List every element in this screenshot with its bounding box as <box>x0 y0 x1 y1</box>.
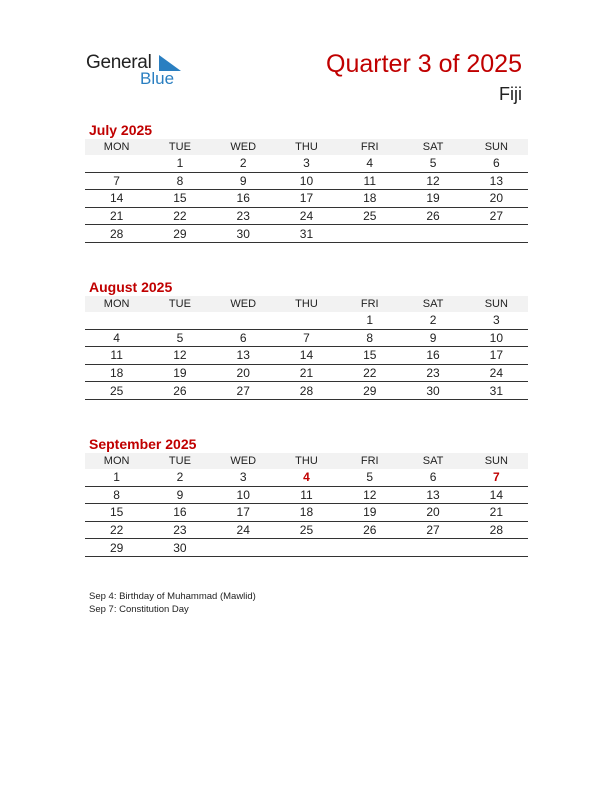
day-cell: 17 <box>465 347 528 365</box>
day-cell <box>338 539 401 557</box>
day-cell: 27 <box>465 207 528 225</box>
day-cell: 28 <box>275 382 338 400</box>
day-cell: 6 <box>212 329 275 347</box>
day-cell <box>465 539 528 557</box>
week-row <box>85 469 528 486</box>
day-cell: 7 <box>85 172 148 190</box>
day-cell: 13 <box>465 172 528 190</box>
weekday-header: FRI <box>338 296 401 312</box>
weekday-header: SAT <box>401 453 464 469</box>
day-cell: 26 <box>338 521 401 539</box>
day-cell: 25 <box>338 207 401 225</box>
holiday-notes <box>89 590 256 616</box>
day-cell: 5 <box>148 329 211 347</box>
day-cell: 5 <box>401 155 464 172</box>
page-title: Quarter 3 of 2025 <box>326 50 522 78</box>
logo-general-text: General <box>86 52 152 73</box>
week-row <box>85 312 528 329</box>
day-cell: 6 <box>465 155 528 172</box>
weekday-header: FRI <box>338 453 401 469</box>
month-title: September 2025 <box>89 436 197 452</box>
month-block-july <box>85 122 528 243</box>
day-cell: 16 <box>148 504 211 522</box>
day-cell: 3 <box>275 155 338 172</box>
day-cell: 13 <box>401 486 464 504</box>
day-cell: 20 <box>465 190 528 208</box>
week-row <box>85 486 528 504</box>
weekday-header: TUE <box>148 453 211 469</box>
day-cell: 4 <box>275 469 338 486</box>
day-cell: 18 <box>338 190 401 208</box>
day-cell <box>85 312 148 329</box>
day-cell: 31 <box>465 382 528 400</box>
day-cell: 2 <box>401 312 464 329</box>
holiday-note: Sep 7: Constitution Day <box>89 604 189 615</box>
day-cell: 4 <box>85 329 148 347</box>
month-block-september <box>85 436 528 557</box>
day-cell: 1 <box>148 155 211 172</box>
day-cell <box>212 539 275 557</box>
day-cell: 12 <box>148 347 211 365</box>
day-cell: 26 <box>148 382 211 400</box>
day-cell: 21 <box>465 504 528 522</box>
day-cell: 8 <box>148 172 211 190</box>
weekday-header: MON <box>85 296 148 312</box>
day-cell: 2 <box>212 155 275 172</box>
week-row <box>85 155 528 172</box>
weekday-header: TUE <box>148 139 211 155</box>
day-cell: 21 <box>85 207 148 225</box>
day-cell: 22 <box>148 207 211 225</box>
day-cell: 16 <box>212 190 275 208</box>
day-cell: 6 <box>401 469 464 486</box>
weekday-header: WED <box>212 139 275 155</box>
day-cell: 14 <box>275 347 338 365</box>
day-cell: 31 <box>275 225 338 243</box>
day-cell <box>212 312 275 329</box>
day-cell: 24 <box>212 521 275 539</box>
day-cell: 30 <box>212 225 275 243</box>
week-row <box>85 172 528 190</box>
logo <box>86 52 196 92</box>
day-cell: 11 <box>275 486 338 504</box>
weekday-header: MON <box>85 139 148 155</box>
day-cell: 14 <box>465 486 528 504</box>
day-cell <box>465 225 528 243</box>
day-cell: 28 <box>465 521 528 539</box>
logo-blue-text: Blue <box>140 69 175 88</box>
weekday-header: SAT <box>401 296 464 312</box>
weekday-header: SUN <box>465 453 528 469</box>
day-cell <box>401 225 464 243</box>
weekday-header: WED <box>212 296 275 312</box>
day-cell: 30 <box>401 382 464 400</box>
day-cell: 9 <box>401 329 464 347</box>
calendar-table <box>85 296 528 400</box>
day-cell: 29 <box>85 539 148 557</box>
day-cell: 11 <box>338 172 401 190</box>
week-row <box>85 347 528 365</box>
day-cell: 17 <box>212 504 275 522</box>
day-cell: 4 <box>338 155 401 172</box>
day-cell: 13 <box>212 347 275 365</box>
weekday-header: MON <box>85 453 148 469</box>
week-row <box>85 539 528 557</box>
week-row <box>85 521 528 539</box>
day-cell: 7 <box>465 469 528 486</box>
day-cell: 18 <box>275 504 338 522</box>
week-row <box>85 364 528 382</box>
day-cell: 27 <box>212 382 275 400</box>
day-cell: 7 <box>275 329 338 347</box>
day-cell: 5 <box>338 469 401 486</box>
day-cell: 19 <box>148 364 211 382</box>
day-cell: 14 <box>85 190 148 208</box>
week-row <box>85 207 528 225</box>
day-cell <box>148 312 211 329</box>
weekday-header: THU <box>275 453 338 469</box>
week-row <box>85 329 528 347</box>
day-cell: 25 <box>275 521 338 539</box>
weekday-header: SAT <box>401 139 464 155</box>
weekday-header: WED <box>212 453 275 469</box>
day-cell <box>85 155 148 172</box>
day-cell <box>401 539 464 557</box>
day-cell: 18 <box>85 364 148 382</box>
day-cell: 15 <box>148 190 211 208</box>
day-cell: 24 <box>275 207 338 225</box>
day-cell <box>275 539 338 557</box>
day-cell: 27 <box>401 521 464 539</box>
week-row <box>85 225 528 243</box>
weekday-header: FRI <box>338 139 401 155</box>
day-cell: 8 <box>338 329 401 347</box>
day-cell: 26 <box>401 207 464 225</box>
day-cell: 20 <box>401 504 464 522</box>
month-title: July 2025 <box>89 122 153 138</box>
day-cell: 8 <box>85 486 148 504</box>
week-row <box>85 382 528 400</box>
country-name: Fiji <box>499 84 522 104</box>
day-cell: 29 <box>148 225 211 243</box>
day-cell: 11 <box>85 347 148 365</box>
day-cell: 19 <box>338 504 401 522</box>
day-cell: 10 <box>212 486 275 504</box>
day-cell: 12 <box>338 486 401 504</box>
day-cell: 15 <box>85 504 148 522</box>
day-cell: 9 <box>148 486 211 504</box>
day-cell: 28 <box>85 225 148 243</box>
day-cell <box>338 225 401 243</box>
day-cell: 15 <box>338 347 401 365</box>
day-cell: 10 <box>275 172 338 190</box>
day-cell: 23 <box>212 207 275 225</box>
day-cell: 21 <box>275 364 338 382</box>
weekday-header: THU <box>275 296 338 312</box>
day-cell: 24 <box>465 364 528 382</box>
calendar-table <box>85 453 528 557</box>
day-cell: 1 <box>338 312 401 329</box>
day-cell: 3 <box>212 469 275 486</box>
day-cell: 20 <box>212 364 275 382</box>
day-cell: 23 <box>401 364 464 382</box>
day-cell: 2 <box>148 469 211 486</box>
day-cell: 22 <box>338 364 401 382</box>
day-cell: 10 <box>465 329 528 347</box>
day-cell: 22 <box>85 521 148 539</box>
day-cell: 12 <box>401 172 464 190</box>
day-cell: 3 <box>465 312 528 329</box>
week-row <box>85 504 528 522</box>
weekday-header: TUE <box>148 296 211 312</box>
day-cell: 30 <box>148 539 211 557</box>
weekday-header: THU <box>275 139 338 155</box>
month-block-august <box>85 279 528 400</box>
weekday-header: SUN <box>465 139 528 155</box>
holiday-note: Sep 4: Birthday of Muhammad (Mawlid) <box>89 591 256 602</box>
day-cell: 23 <box>148 521 211 539</box>
day-cell: 17 <box>275 190 338 208</box>
day-cell <box>275 312 338 329</box>
day-cell: 29 <box>338 382 401 400</box>
calendar-table <box>85 139 528 243</box>
day-cell: 9 <box>212 172 275 190</box>
week-row <box>85 190 528 208</box>
day-cell: 19 <box>401 190 464 208</box>
month-title: August 2025 <box>89 279 173 295</box>
day-cell: 1 <box>85 469 148 486</box>
day-cell: 16 <box>401 347 464 365</box>
day-cell: 25 <box>85 382 148 400</box>
weekday-header: SUN <box>465 296 528 312</box>
